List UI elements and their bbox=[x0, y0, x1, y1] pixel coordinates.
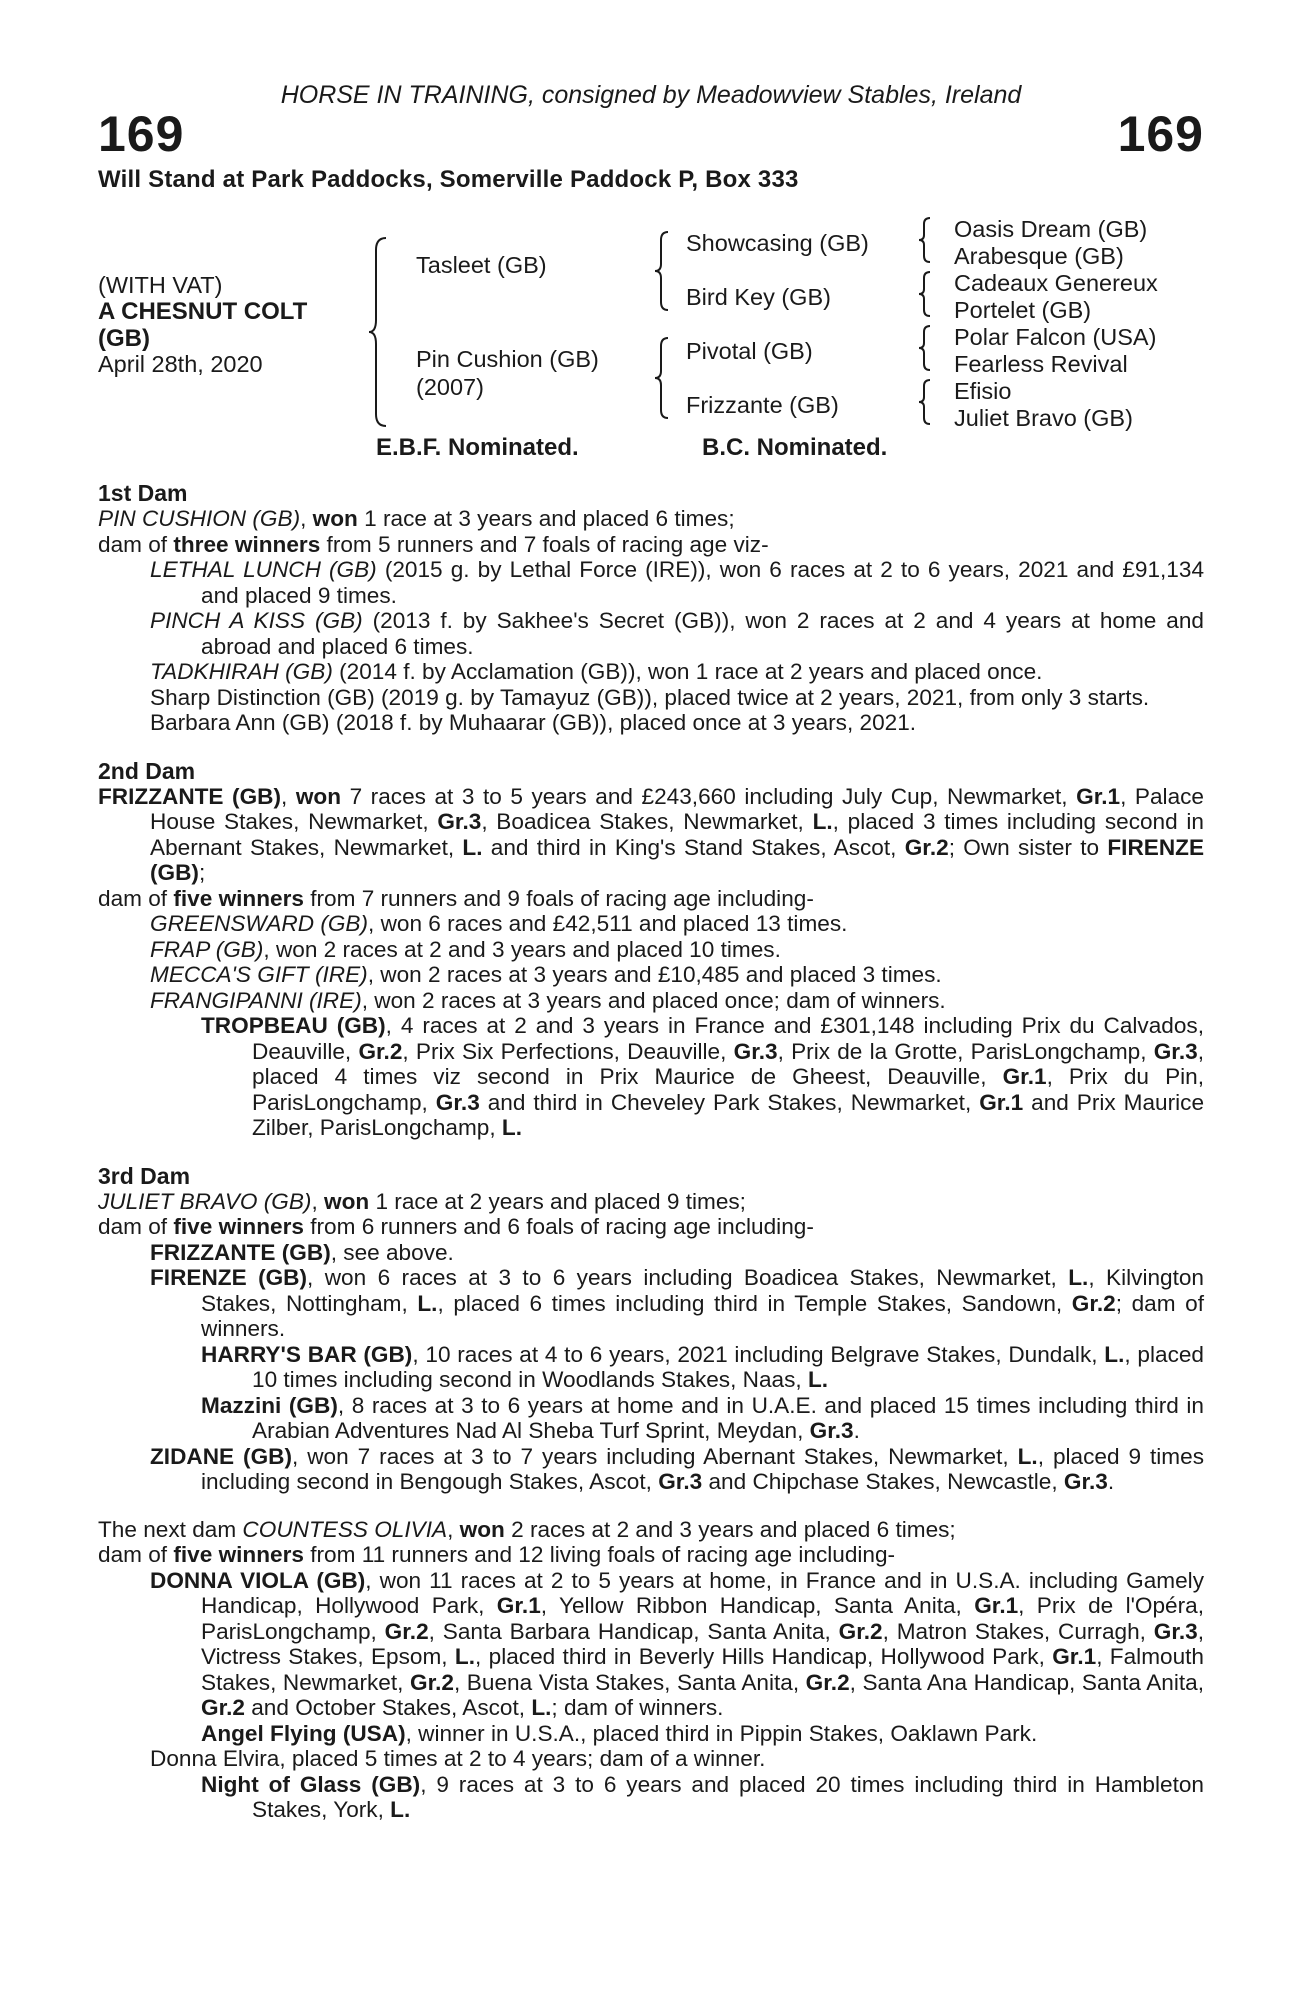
progeny-firenze: FIRENZE (GB), won 6 races at 3 to 6 years including Boadicea Stakes, Newmarket, L., Kilvington Stakes, Nottingham, L., placed 6 times including third in Temple Stakes, Sandown, Gr.2; dam of winners. bbox=[150, 1265, 1204, 1341]
first-dam-section bbox=[98, 480, 1204, 736]
progeny-harrys-bar: HARRY'S BAR (GB), 10 races at 4 to 6 years, 2021 including Belgrave Stakes, Dundalk, L., placed 10 times including second in Woodlands Stakes, Naas, L. bbox=[201, 1341, 1205, 1392]
ped-sdd: Portelet (GB) bbox=[954, 297, 1092, 323]
brace-sd bbox=[918, 270, 932, 318]
second-dam-section bbox=[98, 758, 1204, 1141]
progeny-frangipanni: FRANGIPANNI (IRE), won 2 races at 3 years and placed once; dam of winners. bbox=[150, 987, 946, 1013]
sire-sire: Showcasing (GB) bbox=[686, 230, 869, 256]
progeny-sharp-distinction: Sharp Distinction (GB) (2019 g. by Tamayuz (GB)), placed twice at 2 years, 2021, from only 3 starts. bbox=[150, 684, 1150, 710]
lot-number-right: 169 bbox=[1117, 106, 1204, 162]
juliet-bravo-record: JULIET BRAVO (GB), won 1 race at 2 years and placed 9 times; bbox=[98, 1188, 746, 1214]
catalogue-page bbox=[98, 80, 1204, 1823]
progeny-mazzini: Mazzini (GB), 8 races at 3 to 6 years at home and in U.A.E. and placed 15 times including third in Arabian Adventures Nad Al Sheba Turf Sprint, Meydan, Gr.3. bbox=[201, 1392, 1204, 1443]
pedigree-table bbox=[98, 194, 1204, 434]
progeny-greensward: GREENSWARD (GB), won 6 races and £42,511 and placed 13 times. bbox=[150, 911, 848, 936]
progeny-tadkhirah: TADKHIRAH (GB) (2014 f. by Acclamation (GB)), won 1 race at 2 years and placed once. bbox=[150, 659, 1043, 684]
progeny-donna-viola: DONNA VIOLA (GB), won 11 races at 2 to 5 years at home, in France and in U.S.A. including Gamely Handicap, Hollywood Park, Gr.1, Yellow Ribbon Handicap, Santa Anita, Gr.1, Prix de l'Opéra, ParisLongchamp, Gr.2, Santa Barbara Handicap, Santa Anita, Gr.2, Matron Stakes, Curragh, Gr.3, Victress Stakes, Epsom, L., placed third in Beverly Hills Handicap, Hollywood Park, Gr.1, Falmouth Stakes, Newmarket, Gr.2, Buena Vista Stakes, Santa Anita, Gr.2, Santa Ana Handicap, Santa Anita, Gr.2 and October Stakes, Ascot, L.; dam of winners. bbox=[150, 1567, 1205, 1720]
horse-name: A CHESNUT COLT bbox=[98, 298, 308, 325]
dam: Pin Cushion (GB) bbox=[416, 346, 599, 372]
progeny-zidane: ZIDANE (GB), won 7 races at 3 to 7 years including Abernant Stakes, Newmarket, L., placed 9 times including second in Bengough Stakes, Ascot, Gr.3 and Chipchase Stakes, Newcastle, Gr.3. bbox=[150, 1443, 1204, 1494]
progeny-frap: FRAP (GB), won 2 races at 2 and 3 years and placed 10 times. bbox=[150, 936, 781, 962]
third-dam-section bbox=[98, 1163, 1204, 1495]
page-header: HORSE IN TRAINING, consigned by Meadowview Stables, Ireland bbox=[280, 81, 1022, 109]
ped-sds: Cadeaux Genereux bbox=[954, 270, 1158, 296]
ped-dsd: Fearless Revival bbox=[954, 351, 1128, 377]
progeny-tropbeau: TROPBEAU (GB), 4 races at 2 and 3 years in France and £301,148 including Prix du Calvados, Deauville, Gr.2, Prix Six Perfections, Deauville, Gr.3, Prix de la Grotte, ParisLongchamp, Gr.3, placed 4 times viz second in Prix Maurice de Gheest, Deauville, Gr.1, Prix du Pin, ParisLongchamp, Gr.3 and third in Cheveley Park Stakes, Newmarket, Gr.1 and Prix Maurice Zilber, ParisLongchamp, L. bbox=[201, 1013, 1205, 1140]
progeny-lethal-lunch: LETHAL LUNCH (GB) (2015 g. by Lethal Force (IRE)), won 6 races at 2 to 6 years, 2021 and £91,134 and placed 9 times. bbox=[150, 557, 1205, 608]
progeny-frizzante: FRIZZANTE (GB), see above. bbox=[150, 1239, 454, 1265]
horse-name-country: (GB) bbox=[98, 325, 150, 352]
dam-dam: Frizzante (GB) bbox=[686, 392, 839, 418]
ped-sss: Oasis Dream (GB) bbox=[954, 216, 1148, 242]
ped-dss: Polar Falcon (USA) bbox=[954, 324, 1157, 350]
dam-brace bbox=[654, 336, 670, 420]
pedigree-main-brace bbox=[368, 236, 390, 428]
next-dam-produce-summary: dam of five winners from 11 runners and 12 living foals of racing age including- bbox=[98, 1542, 896, 1567]
stand-location: Will Stand at Park Paddocks, Somerville Paddock P, Box 333 bbox=[98, 166, 799, 193]
progeny-angel-flying: Angel Flying (USA), winner in U.S.A., placed third in Pippin Stakes, Oaklawn Park. bbox=[201, 1720, 1038, 1746]
second-dam-heading: 2nd Dam bbox=[98, 757, 196, 784]
ped-ddd: Juliet Bravo (GB) bbox=[954, 405, 1133, 431]
third-dam-heading: 3rd Dam bbox=[98, 1162, 191, 1189]
progeny-meccas-gift: MECCA'S GIFT (IRE), won 2 races at 3 years and £10,485 and placed 3 times. bbox=[150, 962, 942, 987]
brace-ds bbox=[918, 324, 932, 372]
dam-sire: Pivotal (GB) bbox=[686, 338, 813, 364]
nominations bbox=[98, 434, 1204, 464]
ebf-nomination: E.B.F. Nominated. bbox=[376, 434, 579, 461]
progeny-barbara-ann: Barbara Ann (GB) (2018 f. by Muhaarar (GB)), placed once at 3 years, 2021. bbox=[150, 710, 917, 735]
first-dam-intro: PIN CUSHION (GB), won 1 race at 3 years and placed 6 times; bbox=[98, 506, 735, 531]
sire: Tasleet (GB) bbox=[416, 252, 547, 278]
brace-ss bbox=[918, 216, 932, 264]
third-dam-produce-summary: dam of five winners from 6 runners and 6 foals of racing age including- bbox=[98, 1214, 814, 1239]
ped-dds: Efisio bbox=[954, 378, 1012, 404]
progeny-donna-elvira: Donna Elvira, placed 5 times at 2 to 4 years; dam of a winner. bbox=[150, 1746, 766, 1771]
brace-dd bbox=[918, 378, 932, 426]
dam-year: (2007) bbox=[416, 374, 484, 400]
foaling-date: April 28th, 2020 bbox=[98, 351, 263, 377]
frizzante-record: FRIZZANTE (GB), won 7 races at 3 to 5 years and £243,660 including July Cup, Newmarket, Gr.1, Palace House Stakes, Newmarket, Gr.3, Boadicea Stakes, Newmarket, L., placed 3 times including second in Abernant Stakes, Newmarket, L. and third in King's Stand Stakes, Ascot, Gr.2; Own sister to FIRENZE (GB); bbox=[98, 783, 1205, 885]
sire-dam: Bird Key (GB) bbox=[686, 284, 831, 310]
vat-label: (WITH VAT) bbox=[98, 272, 223, 298]
bc-nomination: B.C. Nominated. bbox=[702, 434, 888, 461]
lot-number-left: 169 bbox=[98, 106, 185, 162]
progeny-night-of-glass: Night of Glass (GB), 9 races at 3 to 6 years and placed 20 times including third in Hambleton Stakes, York, L. bbox=[201, 1771, 1204, 1822]
lot-number-row bbox=[98, 106, 1204, 162]
next-dam-section bbox=[98, 1517, 1204, 1823]
countess-olivia-record: The next dam COUNTESS OLIVIA, won 2 races at 2 and 3 years and placed 6 times; bbox=[98, 1516, 956, 1542]
first-dam-produce-summary: dam of three winners from 5 runners and 7 foals of racing age viz- bbox=[98, 531, 769, 557]
ped-ssd: Arabesque (GB) bbox=[954, 243, 1124, 269]
first-dam-heading: 1st Dam bbox=[98, 480, 188, 506]
sire-brace bbox=[654, 230, 670, 312]
second-dam-produce-summary: dam of five winners from 7 runners and 9 foals of racing age including- bbox=[98, 885, 814, 911]
progeny-pinch-a-kiss: PINCH A KISS (GB) (2013 f. by Sakhee's Secret (GB)), won 2 races at 2 and 4 years at home and abroad and placed 6 times. bbox=[150, 608, 1205, 659]
